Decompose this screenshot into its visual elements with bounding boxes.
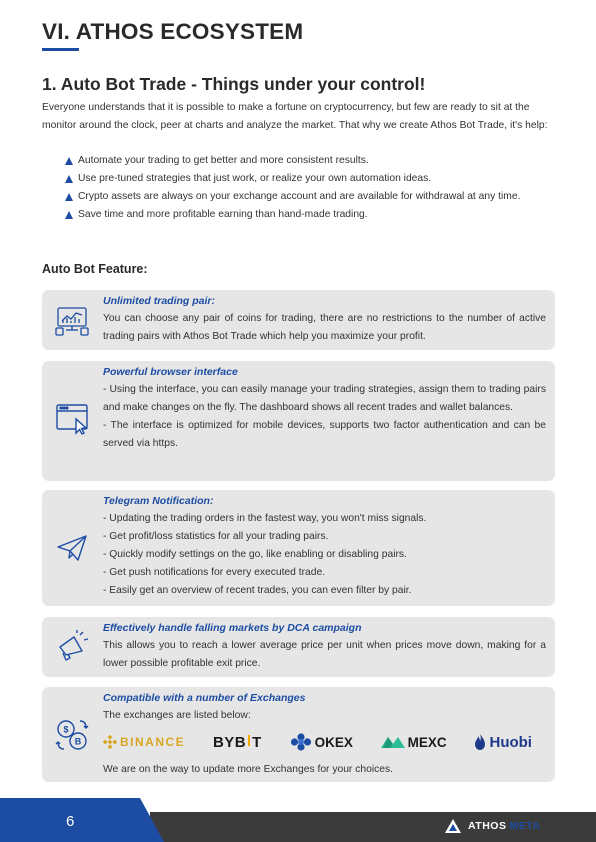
okex-icon [290,733,312,751]
list-item: Use pre-tuned strategies that just work, or realize your own automation ideas. [64,170,558,188]
feature-card-dca [42,617,555,677]
brand-accent: META [509,820,541,832]
card-text: - The interface is optimized for mobile devices, supports two factor authentication and can be served via https. [103,420,546,449]
trading-dashboard-icon [54,302,90,338]
intro-paragraph: Everyone understands that it is possible to make a fortune on cryptocurrency, but few are ready to sit at the monitor around the clock, peer at charts and analyze the market. That why we create Athos Bot Trade, it's help: [42,102,548,131]
card-text: - Get profit/loss statistics for all your trading pairs. [103,531,329,542]
triangle-bullet-icon [65,211,73,219]
card-title: Unlimited trading pair: [103,295,216,307]
exchange-logo-row [103,727,546,757]
list-item: Save time and more profitable earning than hand-made trading. [64,206,558,224]
card-text: This allows you to reach a lower average price per unit when prices move down, making for a lower possible profitable exit price. [103,640,546,669]
footer-brand-logo [444,818,540,834]
card-text: - Updating the trading orders in the fastest way, you won't miss signals. [103,513,427,524]
section-heading: 1. Auto Bot Trade - Things under your control! [42,74,426,94]
triangle-bullet-icon [65,193,73,201]
binance-logo: BINANCE [103,735,185,749]
mexc-icon [381,735,405,749]
list-item: Automate your trading to get better and more consistent results. [64,152,558,170]
card-title: Compatible with a number of Exchanges [103,692,306,704]
huobi-flame-icon [474,733,486,751]
feature-heading: Auto Bot Feature: [42,262,148,276]
athos-logo-icon [444,818,462,834]
card-title: Effectively handle falling markets by DCA campaign [103,622,362,634]
browser-window-icon [54,401,90,437]
brand-name: ATHOS [468,820,507,832]
card-text: You can choose any pair of coins for trading, there are no restrictions to the number of active trading pairs with Athos Bot Trade which help you maximize your profit. [103,313,546,342]
title-underline [42,48,79,51]
benefit-list [64,152,558,224]
huobi-logo: Huobi [474,733,532,751]
footer-page-tab [0,798,164,842]
feature-card-exchanges [42,687,555,782]
card-title: Powerful browser interface [103,366,238,378]
card-text: - Get push notifications for every executed trade. [103,567,326,578]
bybit-accent [248,735,250,746]
feature-card-browser-interface [42,361,555,481]
svg-text:$: $ [63,724,69,735]
bybit-logo: BYB T [212,733,262,751]
page-number: 6 [66,813,75,830]
list-item: Crypto assets are always on your exchange account and are available for withdrawal at any time. [64,188,558,206]
binance-icon [103,735,117,749]
card-title: Telegram Notification: [103,495,214,507]
card-text: We are on the way to update more Exchanges for your choices. [103,764,393,775]
paper-plane-icon [54,530,90,566]
card-text: - Quickly modify settings on the go, like enabling or disabling pairs. [103,549,407,560]
page-title: VI. ATHOS ECOSYSTEM [42,19,304,44]
triangle-bullet-icon [65,175,73,183]
feature-card-telegram [42,490,555,606]
feature-card-unlimited-pairs [42,290,555,350]
card-text: - Easily get an overview of recent trades, you can even filter by pair. [103,585,412,596]
mexc-logo: MEXC [381,735,447,750]
card-text: The exchanges are listed below: [103,710,251,721]
currency-exchange-icon [54,717,90,753]
megaphone-icon [54,629,90,665]
svg-text:B: B [74,736,82,747]
card-text: - Using the interface, you can easily manage your trading strategies, assign them to trading pairs and make changes on the fly. The dashboard shows all recent trades and wallet balances. [103,384,546,413]
okex-logo: OKEX [290,733,353,751]
triangle-bullet-icon [65,157,73,165]
